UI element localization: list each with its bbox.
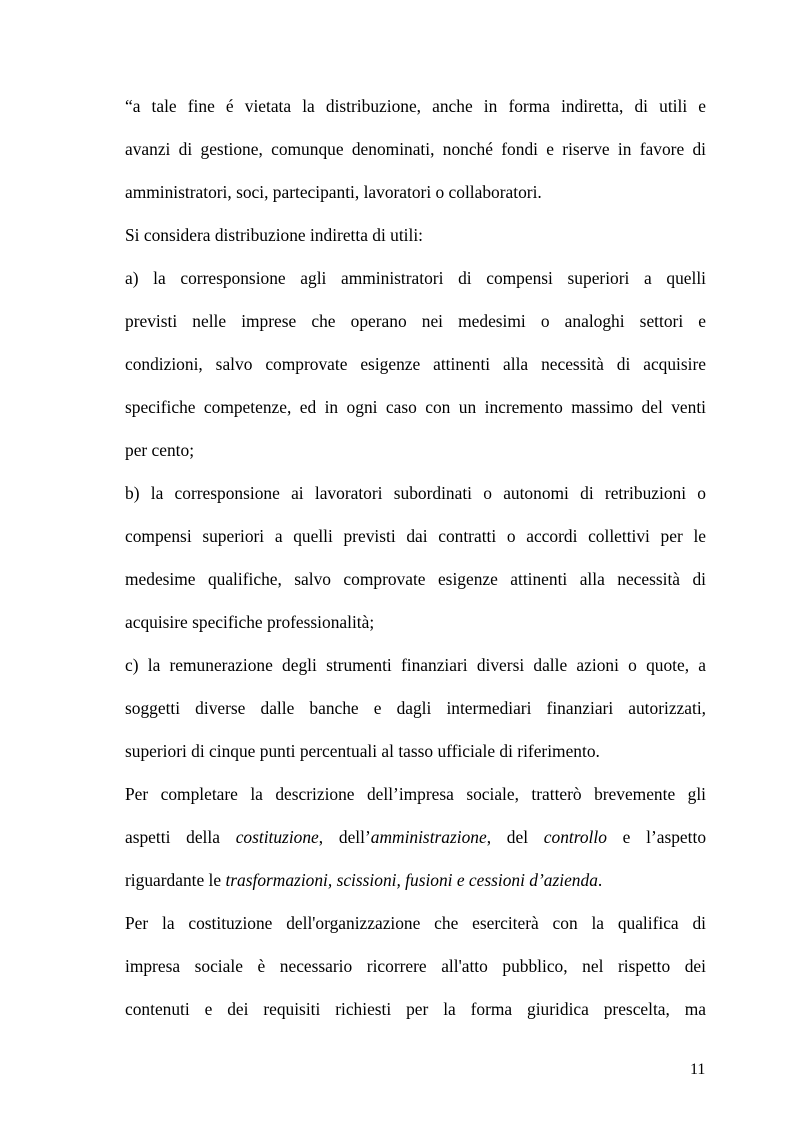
text-line [125,311,706,331]
text-line [125,268,706,288]
text-segment: Si considera distribuzione indiretta di utili: [125,225,424,245]
text-segment: acquisire specifiche professionalità; [125,612,375,632]
text-segment: . [597,870,603,890]
text-line [125,612,706,632]
text-line [125,354,706,374]
text-segment: specifiche competenze, ed in ogni caso con un incremento massimo del venti [125,397,706,417]
page-number: 11 [690,1061,706,1078]
text-line [125,139,706,159]
text-line [125,440,706,460]
text-line [125,225,706,245]
text-segment: aspetti della [125,827,236,847]
text-segment: compensi superiori a quelli previsti dai contratti o accordi collettivi per le [125,526,706,546]
text-line [125,913,706,933]
text-segment: riguardante le [125,870,226,890]
text-line [125,569,706,589]
text-segment: , dell’ [318,827,371,847]
text-line [125,741,706,761]
text-line [125,999,706,1019]
text-line [125,870,706,890]
text-segment: avanzi di gestione, comunque denominati, nonché fondi e riserve in favore di [125,139,706,159]
text-line [125,397,706,417]
text-segment: impresa sociale è necessario ricorrere all'atto pubblico, nel rispetto dei [125,956,706,976]
italic-term: amministrazione [370,827,487,847]
text-line [125,182,706,202]
text-line [125,483,706,503]
text-line [125,655,706,675]
text-line [125,784,706,804]
italic-term: costituzione [235,827,319,847]
text-line [125,96,706,116]
text-segment: Per completare la descrizione dell’impresa sociale, tratterò brevemente gli [125,784,706,804]
text-segment: c) la remunerazione degli strumenti finanziari diversi dalle azioni o quote, a [125,655,706,675]
text-segment: Per la costituzione dell'organizzazione che eserciterà con la qualifica di [125,913,706,933]
text-line [125,827,706,847]
text-segment: per cento; [125,440,195,460]
text-segment: previsti nelle imprese che operano nei medesimi o analoghi settori e [125,311,706,331]
text-segment: soggetti diverse dalle banche e dagli intermediari finanziari autorizzati, [125,698,706,718]
text-line [125,698,706,718]
text-segment: b) la corresponsione ai lavoratori subordinati o autonomi di retribuzioni o [125,483,706,503]
text-segment: e l’aspetto [606,827,707,847]
italic-term: trasformazioni, scissioni, fusioni e cessioni d’azienda [225,870,598,890]
text-segment: a) la corresponsione agli amministratori di compensi superiori a quelli [125,268,706,288]
text-segment: , del [486,827,544,847]
italic-term: controllo [543,827,607,847]
text-segment: medesime qualifiche, salvo comprovate esigenze attinenti alla necessità di [125,569,706,589]
text-segment: “a tale fine é vietata la distribuzione, anche in forma indiretta, di utili e [125,96,706,116]
text-segment: superiori di cinque punti percentuali al tasso ufficiale di riferimento. [125,741,600,761]
text-segment: contenuti e dei requisiti richiesti per la forma giuridica prescelta, ma [125,999,706,1019]
text-line [125,526,706,546]
text-line [125,956,706,976]
text-segment: condizioni, salvo comprovate esigenze attinenti alla necessità di acquisire [125,354,706,374]
text-segment: amministratori, soci, partecipanti, lavoratori o collaboratori. [125,182,542,202]
